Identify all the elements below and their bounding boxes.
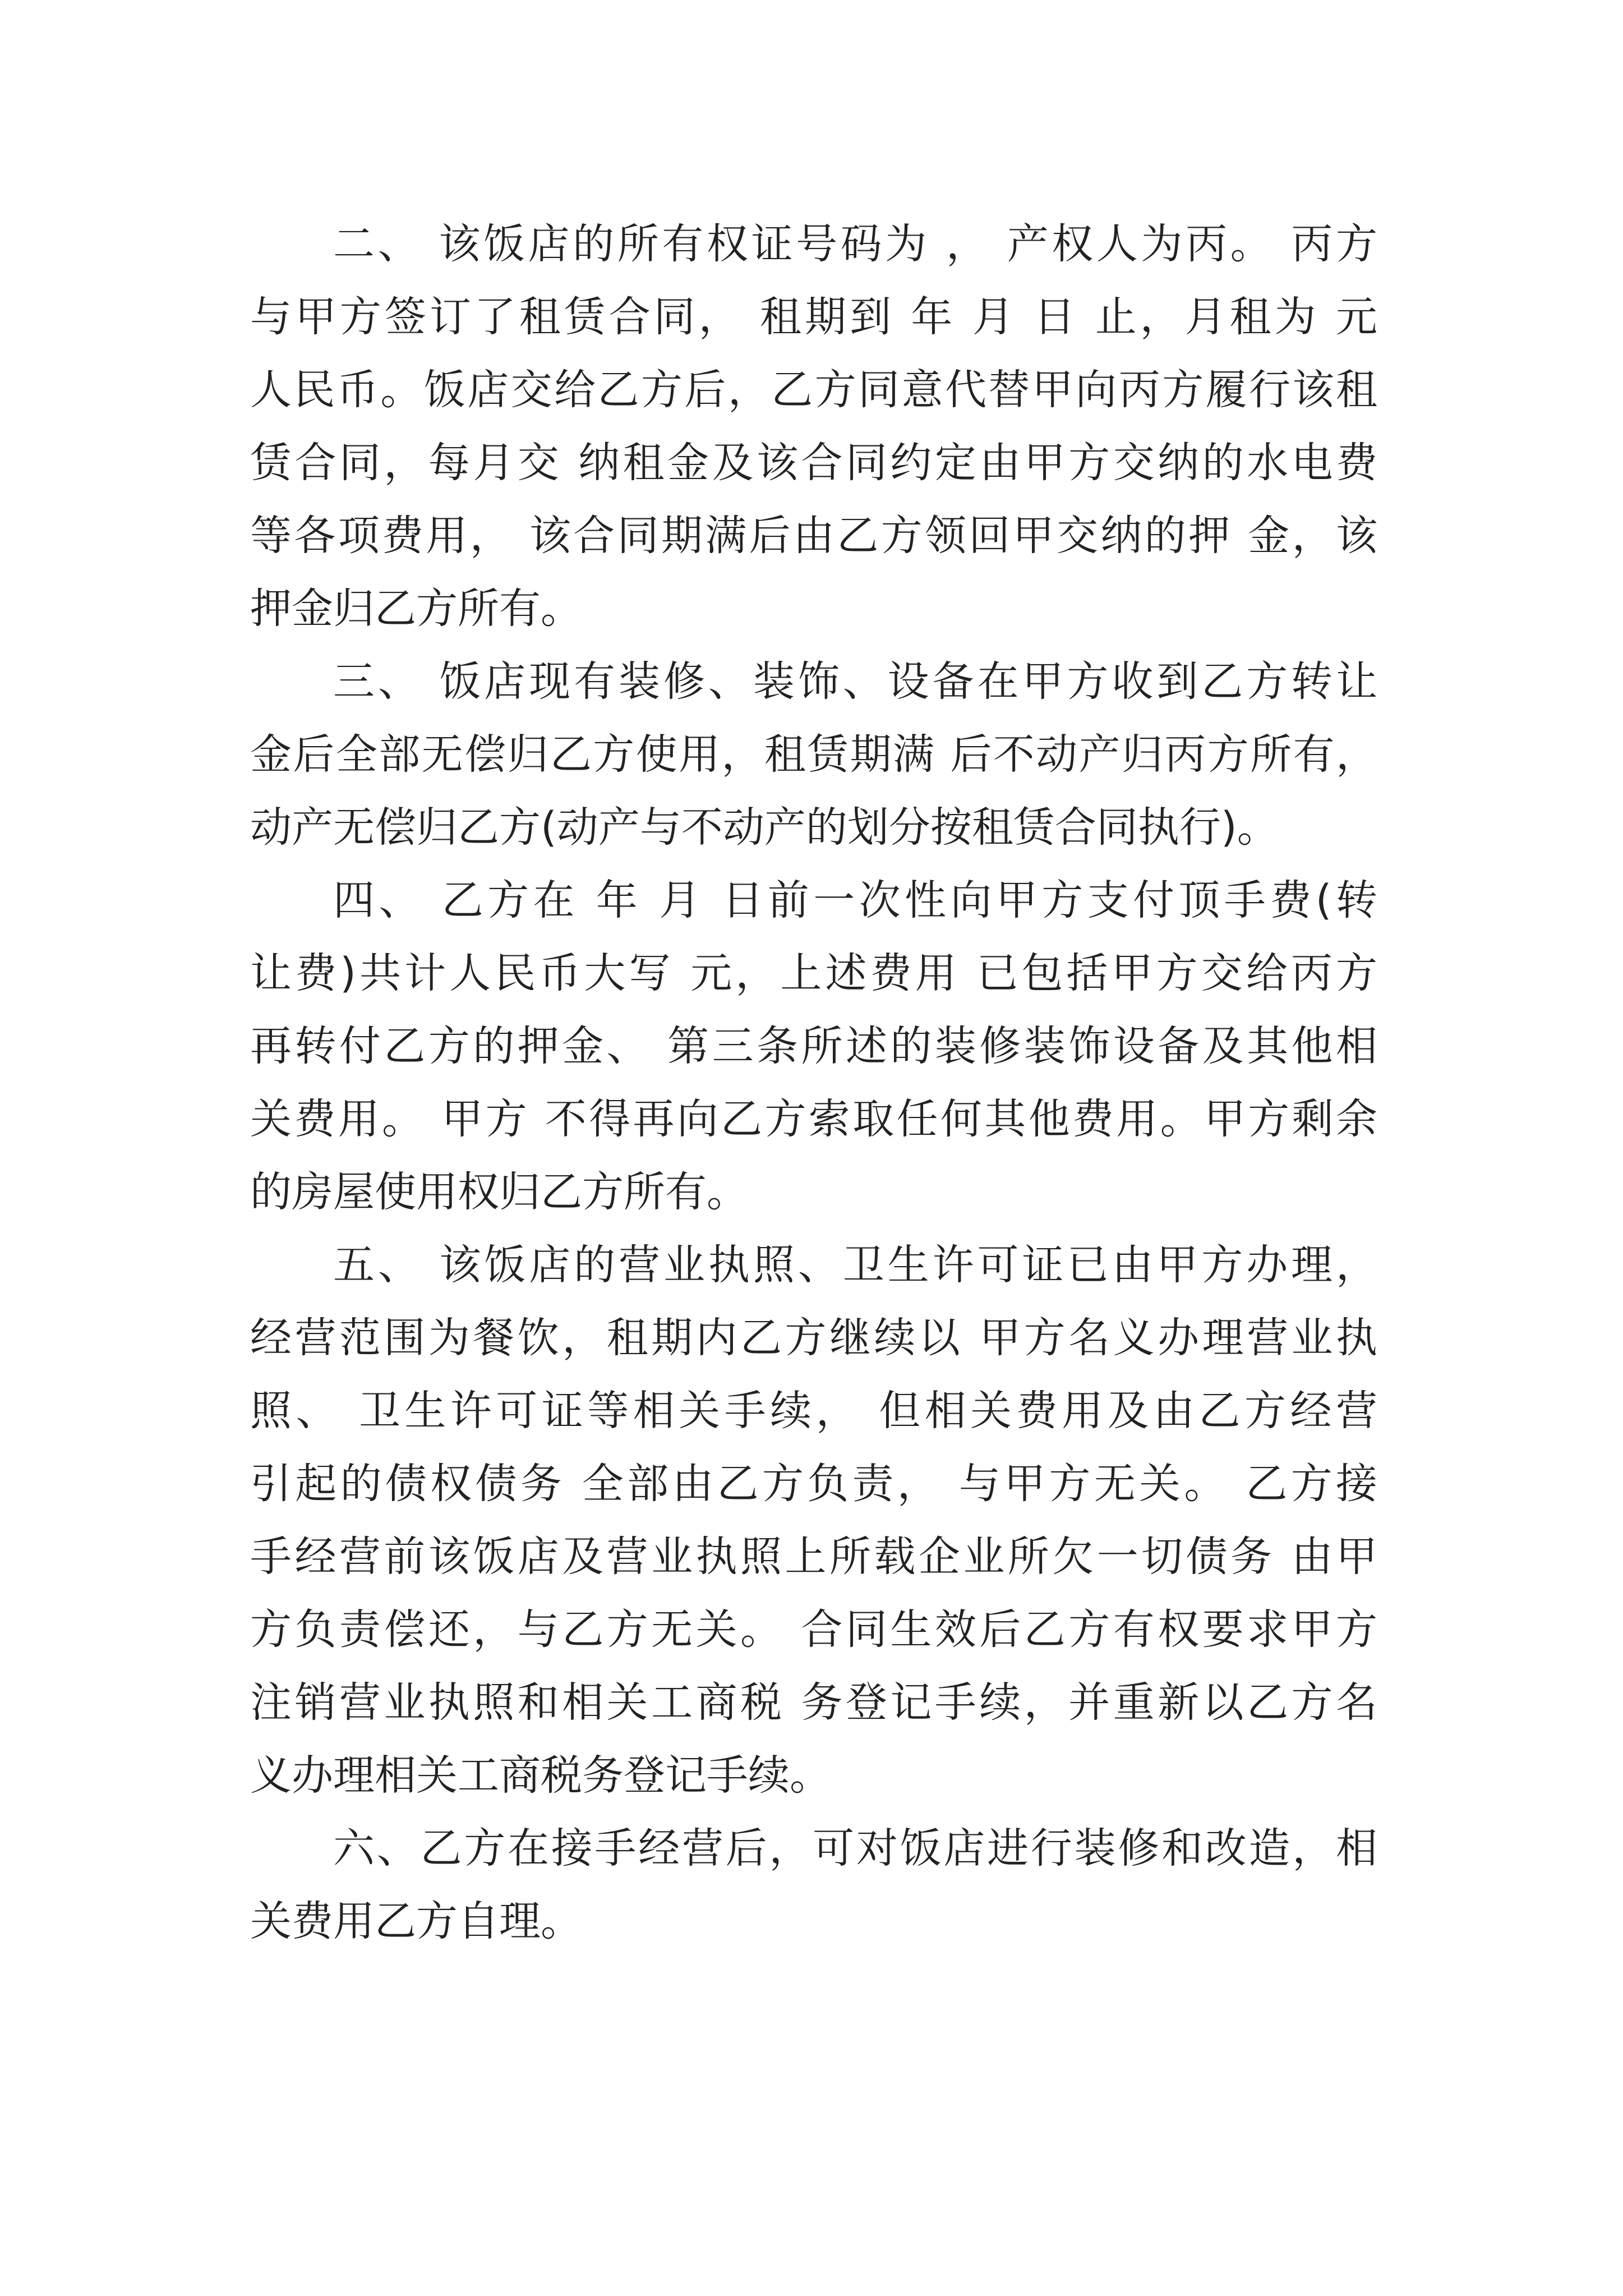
text-line: 方负责偿还，与乙方无关。 合同生效后乙方有权要求甲方 [250,1605,1377,1654]
text-line: 引起的债权债务 全部由乙方负责， 与甲方无关。 乙方接 [250,1460,1377,1508]
text-line: 再转付乙方的押金、 第三条所述的装修装饰设备及其他相 [250,1022,1377,1070]
clause-3 [250,645,1377,864]
text-line: 等各项费用， 该合同期满后由乙方领回甲交纳的押 金，该 [250,512,1377,560]
text-line: 与甲方签订了租赁合同， 租期到 年 月 日 止，月租为 元 [250,293,1377,341]
text-line: 的房屋使用权归乙方所有。 [250,1168,748,1216]
text-line: 人民币。饭店交给乙方后，乙方同意代替甲向丙方履行该租 [250,366,1377,414]
text-line: 照、 卫生许可证等相关手续， 但相关费用及由乙方经营 [250,1387,1377,1435]
clause-5 [250,1228,1377,1812]
text-line: 关费用乙方自理。 [250,1897,582,1945]
text-line: 六、乙方在接手经营后，可对饭店进行装修和改造，相 [333,1824,1377,1872]
text-line: 五、 该饭店的营业执照、卫生许可证已由甲方办理， [333,1241,1377,1289]
text-line: 二、 该饭店的所有权证号码为 ， 产权人为丙。 丙方 [333,220,1377,268]
clause-6 [250,1812,1377,1958]
text-line: 金后全部无偿归乙方使用，租赁期满 后不动产归丙方所有， [250,730,1377,779]
clause-2 [250,208,1377,645]
text-line: 注销营业执照和相关工商税 务登记手续，并重新以乙方名 [250,1678,1377,1727]
text-line: 让费)共计人民币大写 元，上述费用 已包括甲方交给丙方 [250,949,1377,997]
text-line: 赁合同，每月交 纳租金及该合同约定由甲方交纳的水电费 [250,439,1377,487]
clause-4 [250,864,1377,1228]
document-body [250,208,1377,1958]
text-line: 动产无偿归乙方(动产与不动产的划分按租赁合同执行)。 [250,803,1279,852]
text-line: 押金归乙方所有。 [250,585,582,633]
text-line: 四、 乙方在 年 月 日前一次性向甲方支付顶手费(转 [333,876,1377,924]
text-line: 义办理相关工商税务登记手续。 [250,1751,831,1800]
text-line: 经营范围为餐饮，租期内乙方继续以 甲方名义办理营业执 [250,1314,1377,1362]
text-line: 三、 饭店现有装修、装饰、设备在甲方收到乙方转让 [333,657,1377,706]
text-line: 手经营前该饭店及营业执照上所载企业所欠一切债务 由甲 [250,1533,1377,1581]
text-line: 关费用。 甲方 不得再向乙方索取任何其他费用。甲方剩余 [250,1095,1377,1143]
